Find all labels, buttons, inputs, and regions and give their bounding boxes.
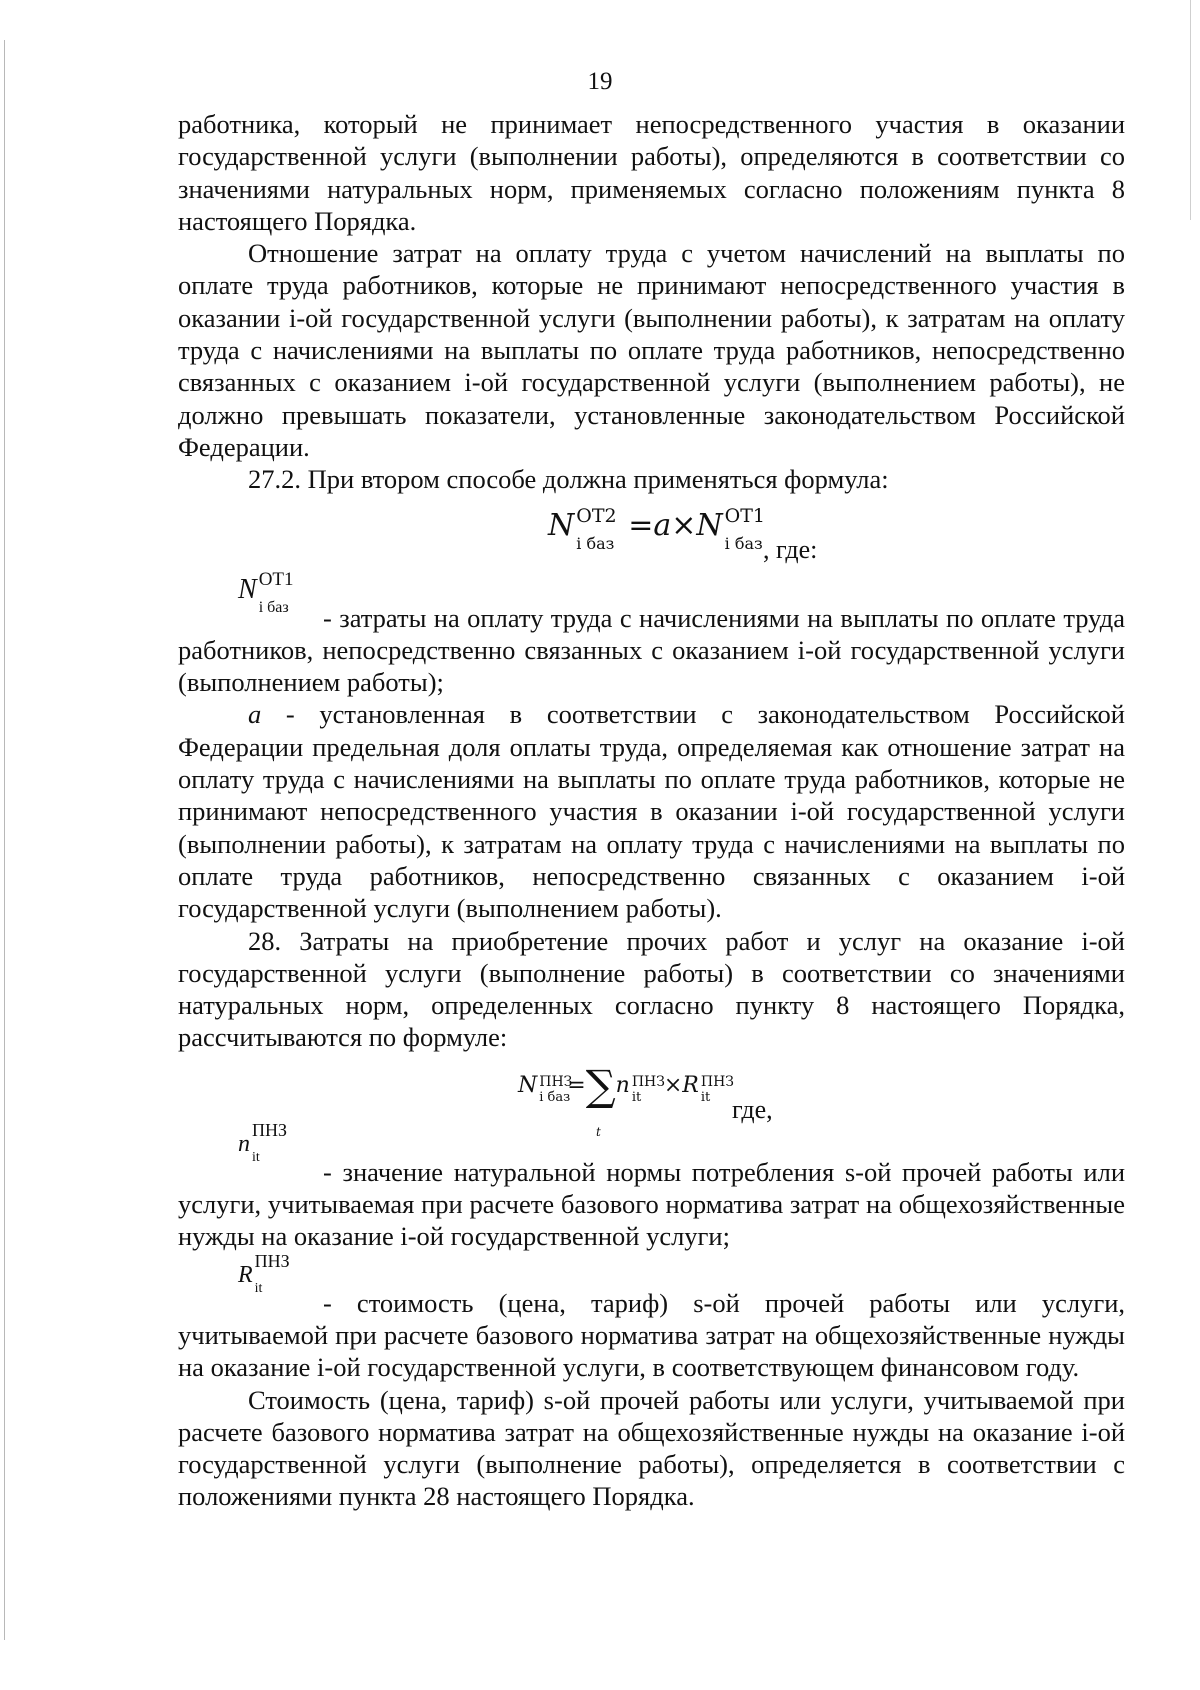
page-number: 19 [587, 68, 613, 95]
def3-text: - значение натуральной нормы потребления s-ой прочей работы или услуги, учитываемая при расчете базового норматива затрат на общехозяйственные нужды на оказание i-ой государственной услуги; [178, 1156, 1125, 1252]
def1-text: - затраты на оплату труда с начислениями на выплаты по оплате труда работников, непосредственно связанных с оказанием i-ой государственной услуги (выполнением работы); [178, 602, 1125, 698]
formula2-where: где, [732, 1094, 773, 1124]
formula1-where: , где: [763, 534, 818, 564]
paragraph-28: 28. Затраты на приобретение прочих работ и услуг на оказание i-ой государственной услуги (выполнение работы) в соответствии со значениями натуральных норм, определенных согласно пункту 8 настоящего Порядка, рассчитываются по формуле: [178, 925, 1125, 1053]
formula1-coef: a [653, 507, 672, 543]
formula1-times: × [671, 507, 697, 543]
formula2-sigma-sub: t [596, 1124, 601, 1139]
def4-symbol: R ПНЗ it [238, 1250, 290, 1296]
formula2-eq: = [567, 1072, 586, 1098]
def4-text: - стоимость (цена, тариф) s-ой прочей работы или услуги, учитываемой при расчете базового норматива затрат на общехозяйственные нужды на оказание i-ой государственной услуги, в соответствующем финансовом году. [178, 1287, 1125, 1383]
formula1-eq: = [628, 507, 654, 543]
paragraph-2: Отношение затрат на оплату труда с учетом начислений на выплаты по оплате труда работников, которые не принимают непосредственного участия в оказании i-ой государственной услуги (выполнении работы), к затратам на оплату труда с начислениями на выплаты по оплате труда работников, непосредственно связанных с оказанием i-ой государственной услуги (выполнением работы), не должно превышать показатели, установленные законодательством Российской Федерации. [178, 238, 1125, 462]
formula2-r: R ПНЗ it [682, 1072, 734, 1105]
sigma-icon: ∑ [585, 1060, 616, 1110]
paragraph-1: работника, который не принимает непосредственного участия в оказании государственной услуги (выполнении работы), определяются в соответствии со значениями натуральных норм, применяемых согласно положениям пункта 8 настоящего Порядка. [178, 109, 1125, 236]
formula2-times: × [663, 1072, 683, 1098]
scan-edge-line [4, 40, 5, 1640]
def2 [178, 698, 1125, 924]
formula2-n: n ПНЗ it [615, 1072, 665, 1105]
def2-text: - установленная в соответствии с законодательством Российской Федерации предельная доля оплаты труда, определяемая как отношение затрат на оплату труда с начислениями на выплаты по оплате труда работников, которые не принимают непосредственного участия в оказании i-ой государственной услуги (выполнении работы), к затратам на оплату труда с начислениями на выплаты по оплате труда работников, непосредственно связанных с оказанием i-ой государственной услуги (выполнением работы). [178, 699, 1125, 924]
def2-symbol: a [248, 699, 262, 730]
formula1-lhs: N ОТ2 i баз [548, 504, 617, 553]
paragraph-final: Стоимость (цена, тариф) s-ой прочей работы или услуги, учитываемой при расчете базового норматива затрат на общехозяйственные нужды на оказание i-ой государственной услуги (выполнение работы), определяется в соответствии с положениями пункта 28 настоящего Порядка. [178, 1384, 1125, 1512]
def1-symbol: N ОТ1 i баз [238, 568, 294, 616]
def3-symbol: n ПНЗ it [238, 1119, 288, 1165]
scan-edge-line-right [1190, 0, 1191, 220]
formula1-rhs: N ОТ1 i баз [696, 504, 766, 553]
paragraph-27-2: 27.2. При втором способе должна применяться формула: [248, 464, 889, 495]
body-text [178, 108, 1125, 1513]
formula-2 [178, 1054, 1125, 1139]
formula-1 [178, 496, 1125, 572]
formula2-lhs: N ПНЗ i баз [518, 1072, 573, 1105]
